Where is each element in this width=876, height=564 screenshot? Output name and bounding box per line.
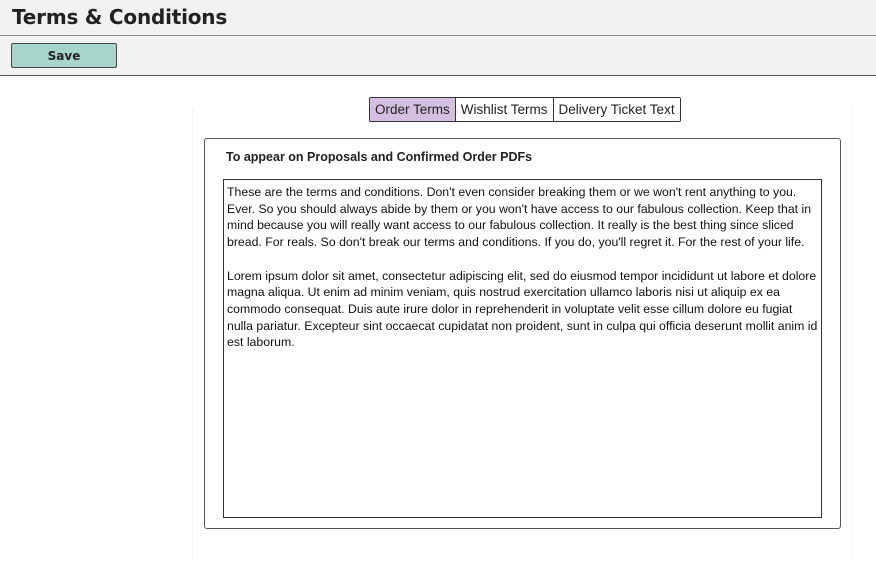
save-button[interactable]: Save (11, 43, 117, 68)
title-bar (0, 0, 876, 36)
terms-textarea[interactable] (223, 179, 822, 518)
toolbar (0, 36, 876, 76)
terms-tabs (369, 97, 681, 122)
terms-heading: To appear on Proposals and Confirmed Order PDFs (226, 150, 533, 164)
terms-paragraph: Lorem ipsum dolor sit amet, consectetur adipiscing elit, sed do eiusmod tempor incididunt ut labore et dolore magna aliqua. Ut enim ad minim veniam, quis nostrud exercitation ullamco laboris nisi ut aliquip ex ea commodo consequat. Duis aute irure dolor in reprehenderit in voluptate velit esse cillum dolore eu fugiat nulla pariatur. Excepteur sint occaecat cupidatat non proident, sunt in culpa qui officia deserunt mollit anim id est laborum. (227, 268, 818, 350)
page-title: Terms & Conditions (12, 5, 228, 29)
terms-paragraph: These are the terms and conditions. Don't even consider breaking them or we won't rent anything to you. Ever. So you should always abide by them or you won't have access to our fabulous collection. Keep that in mind because you will really want access to our fabulous collection. It really is the best thing since sliced bread. For reals. So don't break our terms and conditions. If you do, you'll regret it. For the rest of your life. (227, 185, 812, 250)
tab-delivery-ticket-text[interactable]: Delivery Ticket Text (554, 98, 680, 121)
tab-wishlist-terms[interactable]: Wishlist Terms (456, 98, 554, 121)
tab-order-terms[interactable]: Order Terms (370, 98, 456, 121)
terms-box (204, 138, 841, 529)
